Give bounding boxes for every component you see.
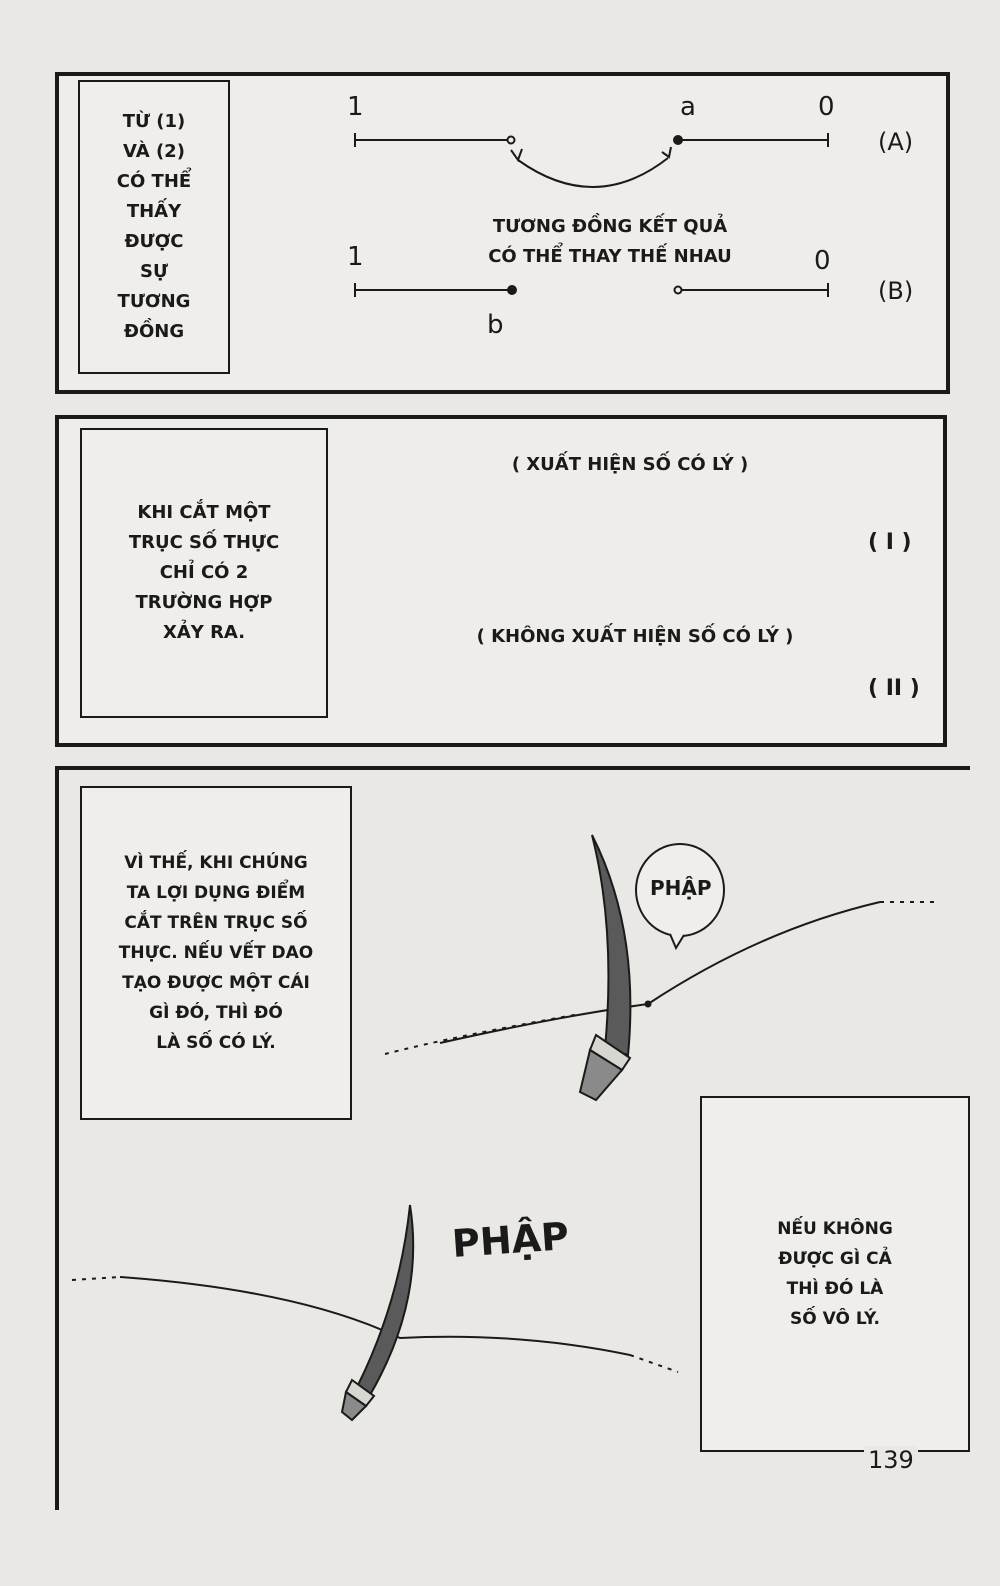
- case-1-note: ( XUẤT HIỆN SỐ CÓ LÝ ): [511, 454, 749, 475]
- case-2-note: ( KHÔNG XUẤT HIỆN SỐ CÓ LÝ ): [476, 626, 794, 647]
- knife-lower: [342, 1205, 413, 1420]
- panel-2-caption: KHI CẮT MỘT TRỤC SỐ THỰC CHỈ CÓ 2 TRƯỜNG HỢP XẢY RA.: [128, 502, 280, 643]
- line-a-right-label: 0: [818, 92, 835, 122]
- line-a-left-label: 1: [347, 92, 364, 122]
- case-1-tag: ( I ): [868, 530, 912, 555]
- page-number: 139: [864, 1446, 918, 1474]
- line-b-left-label: 1: [347, 242, 364, 272]
- line-b-tag: (B): [878, 277, 914, 305]
- panel-1-caption: TỪ (1) VÀ (2) CÓ THỂ THẤY ĐƯỢC SỰ TƯƠNG ĐỒNG: [116, 111, 192, 342]
- knife-upper: [580, 835, 630, 1100]
- sfx-large-text: PHẬP: [450, 1213, 571, 1267]
- sfx-bubble-text: PHẬP: [650, 876, 712, 900]
- case-2-tag: ( II ): [868, 676, 920, 701]
- panel-3-left-caption: VÌ THẾ, KHI CHÚNG TA LỢI DỤNG ĐIỂM CẮT TRÊN TRỤC SỐ THỰC. NẾU VẾT DAO TẠO ĐƯỢC MỘT CÁI GÌ ĐÓ, THÌ ĐÓ LÀ SỐ CÓ LÝ.: [118, 853, 314, 1053]
- line-b-mid-label: b: [487, 310, 504, 340]
- line-a-mid-label: a: [680, 92, 696, 122]
- line-b-right-label: 0: [814, 246, 831, 276]
- panel-3-right-caption-box: [700, 1096, 970, 1452]
- panel-1-note: TƯƠNG ĐỒNG KẾT QUẢ CÓ THỂ THAY THẾ NHAU: [488, 216, 732, 267]
- line-a-tag: (A): [878, 128, 914, 156]
- panel-3-right-caption: NẾU KHÔNG ĐƯỢC GÌ CẢ THÌ ĐÓ LÀ SỐ VÔ LÝ.: [777, 1219, 893, 1329]
